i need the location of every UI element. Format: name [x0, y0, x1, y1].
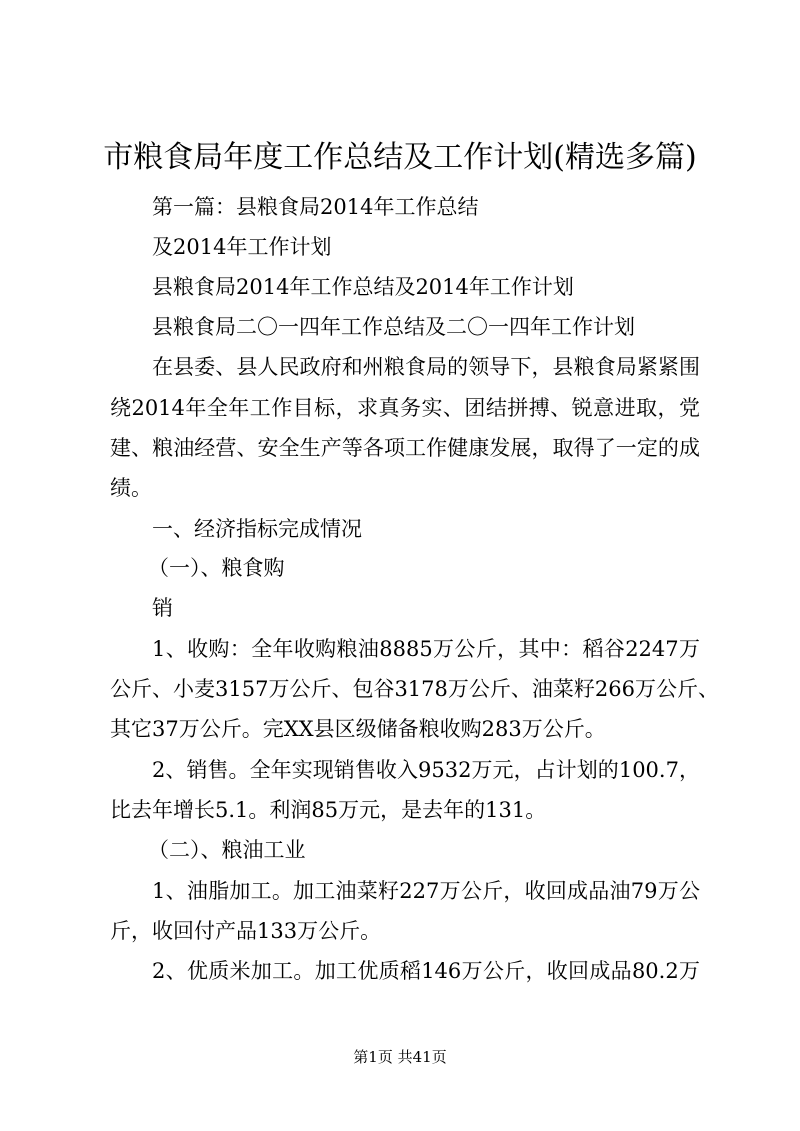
page-number: 第1页 共41页 — [353, 1048, 447, 1066]
body-line: 建、粮油经营、安全生产等各项工作健康发展，取得了一定的成 — [110, 436, 700, 460]
body-line: 2、优质米加工。加工优质稻146万公斤，收回成品80.2万 — [152, 959, 700, 983]
body-line: 及2014年工作计划 — [152, 235, 332, 259]
body-line: 县粮食局2014年工作总结及2014年工作计划 — [152, 275, 574, 299]
body-line: 比去年增长5.1。利润85万元，是去年的131。 — [110, 798, 547, 822]
body-line: 在县委、县人民政府和州粮食局的领导下，县粮食局紧紧围 — [152, 355, 700, 379]
body-line: 公斤、小麦3157万公斤、包谷3178万公斤、油菜籽266万公斤、 — [110, 677, 719, 701]
body-line: 斤，收回付产品133万公斤。 — [110, 919, 382, 943]
body-line: 绕2014年全年工作目标，求真务实、团结拼搏、锐意进取，党 — [110, 396, 700, 420]
body-line: 1、油脂加工。加工油菜籽227万公斤，收回成品油79万公 — [152, 879, 700, 903]
subsection-heading: （一）、粮食购 — [148, 556, 285, 580]
body-line: 县粮食局二〇一四年工作总结及二〇一四年工作计划 — [152, 315, 635, 339]
subsection-heading: （二）、粮油工业 — [148, 838, 306, 862]
body-line: 2、销售。全年实现销售收入9532万元，占计划的100.7， — [152, 758, 700, 782]
body-line: 销 — [152, 596, 173, 620]
document-title: 市粮食局年度工作总结及工作计划(精选多篇) — [103, 140, 697, 175]
body-line: 绩。 — [110, 476, 152, 500]
section-heading: 一、经济指标完成情况 — [152, 517, 362, 541]
body-line: 其它37万公斤。完XX县区级储备粮收购283万公斤。 — [110, 717, 606, 741]
body-line: 1、收购：全年收购粮油8885万公斤，其中：稻谷2247万 — [152, 637, 700, 661]
body-line: 第一篇：县粮食局2014年工作总结 — [152, 195, 479, 219]
